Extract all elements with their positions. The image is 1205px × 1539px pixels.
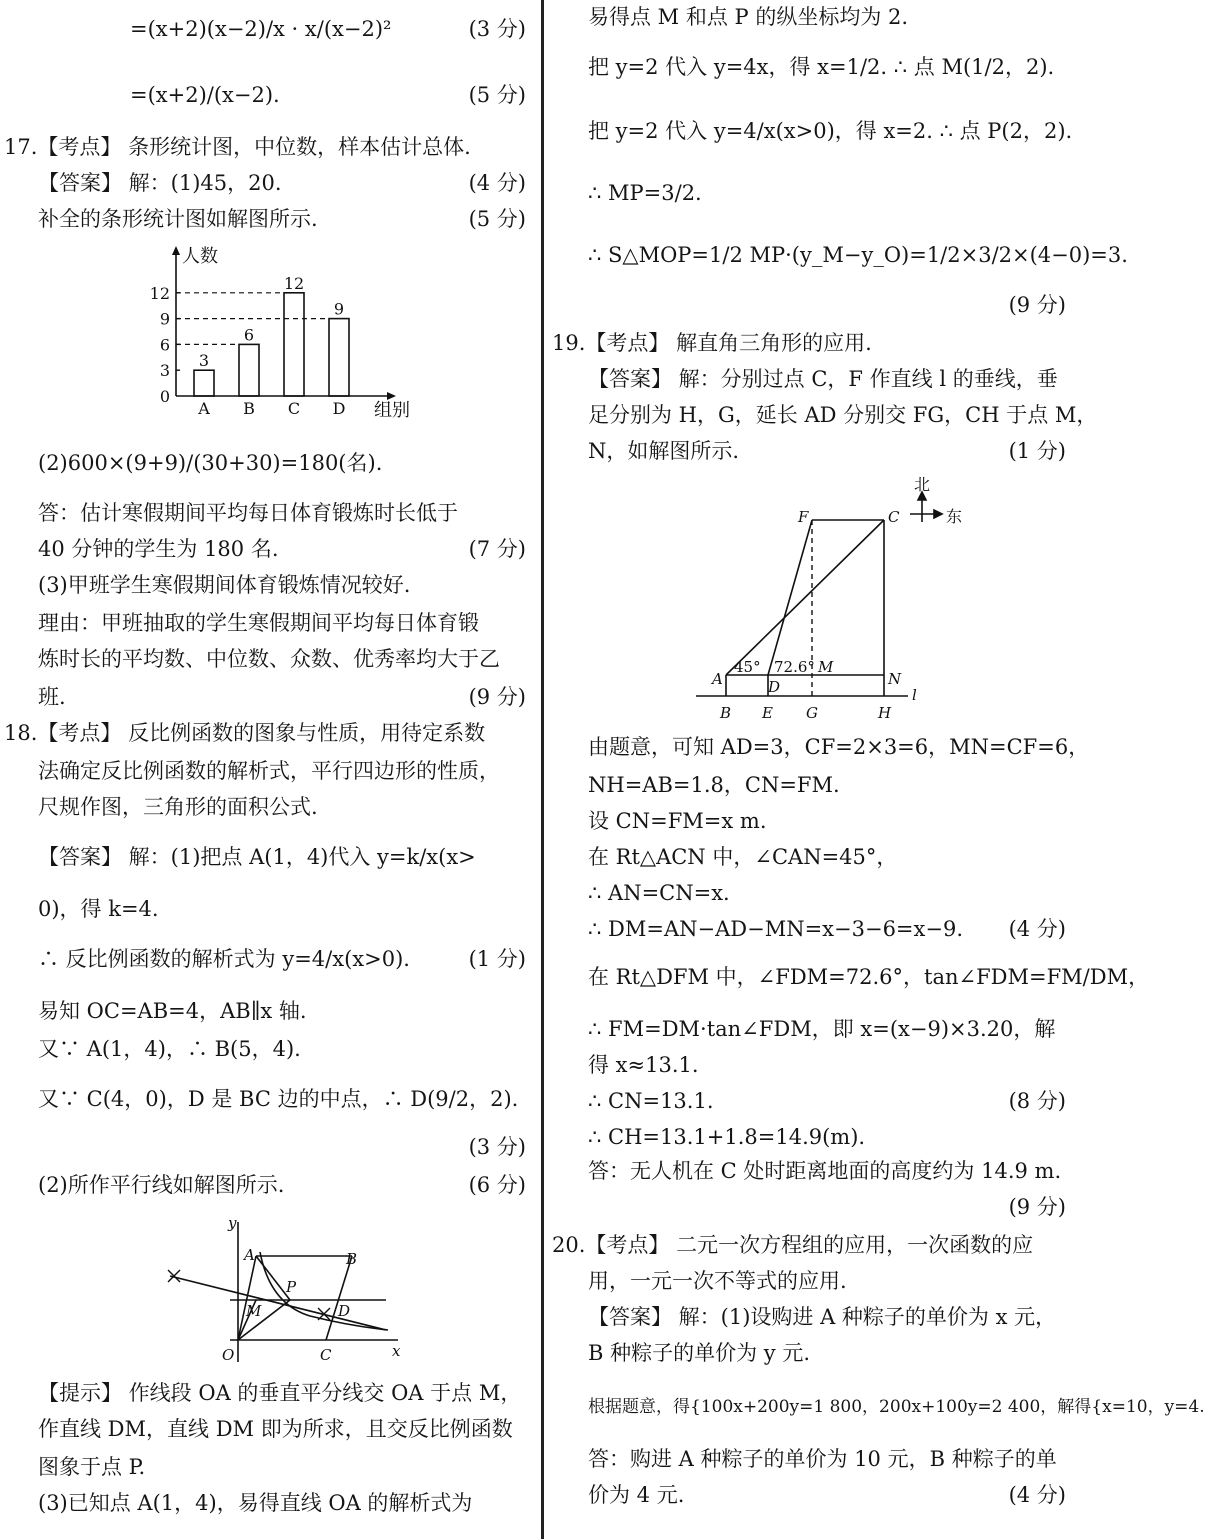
- text-line: [0, 1488, 540, 1518]
- label-O: O: [222, 1346, 235, 1364]
- y-tick-label: 3: [159, 361, 170, 381]
- label-N: N: [888, 670, 902, 688]
- line-text: N，如解图所示.: [588, 439, 740, 463]
- text-line: [548, 1014, 1080, 1044]
- text-line: [548, 962, 1150, 992]
- text-line: [0, 894, 540, 924]
- line-text: 又∵ A(1，4)，∴ B(5，4).: [38, 1037, 301, 1061]
- y-axis-label: 人数: [182, 246, 218, 267]
- text-line: [0, 792, 540, 822]
- bar-value-label: 9: [333, 299, 345, 319]
- column-divider: [541, 0, 544, 1539]
- score-label: (7 分): [468, 537, 526, 561]
- text-line: [548, 878, 1080, 908]
- text-line: [0, 944, 540, 974]
- text-line: [548, 842, 1080, 872]
- text-line: [0, 842, 540, 872]
- bar-D: [329, 319, 349, 396]
- label-M: M: [246, 1302, 262, 1320]
- text-line: [0, 1034, 540, 1064]
- line-text: 在 Rt△DFM 中，∠FDM=72.6°，tan∠FDM=FM/DM，: [588, 965, 1150, 989]
- line-text: ∴ AN=CN=x.: [588, 881, 730, 905]
- line-text: 设 CN=FM=x m.: [588, 809, 767, 833]
- line-text: 炼时长的平均数、中位数、众数、优秀率均大于乙: [38, 647, 500, 671]
- line-text: 理由：甲班抽取的学生寒假期间平均每日体育锻: [38, 611, 479, 635]
- category-label: A: [198, 399, 210, 418]
- line-text: 答：购进 A 种粽子的单价为 10 元，B 种粽子的单: [588, 1447, 1057, 1471]
- line-text: 根据题意，得{100x+200y=1 800，200x+100y=2 400，解得{x=10，y=4.: [588, 1397, 1205, 1417]
- text-line: [548, 914, 1080, 944]
- label-A: A: [244, 1246, 255, 1264]
- label-G: G: [806, 704, 818, 722]
- text-line: [548, 1086, 1080, 1116]
- bar-A: [194, 370, 214, 396]
- x-axis-label: 组别: [374, 400, 410, 421]
- line-text: (2)所作平行线如解图所示.: [38, 1173, 285, 1197]
- line-text: 由题意，可知 AD=3，CF=2×3=6，MN=CF=6，: [588, 735, 1090, 759]
- text-line: [548, 1338, 1080, 1368]
- line-text: 法确定反比例函数的解析式，平行四边形的性质，: [38, 759, 500, 783]
- text-line: [548, 400, 1098, 430]
- text-line: [0, 132, 540, 162]
- label-D: D: [338, 1302, 351, 1320]
- line-text: =(x+2)(x−2)/x · x/(x−2)²: [130, 17, 392, 41]
- text-line: [548, 1192, 1080, 1222]
- line-text: ∴ FM=DM·tan∠FDM，即 x=(x−9)×3.20，解: [588, 1017, 1056, 1041]
- bar-chart: [140, 240, 440, 430]
- text-line: [0, 1414, 540, 1444]
- line-text: 图象于点 P.: [38, 1455, 146, 1479]
- bar-value-label: 6: [243, 325, 255, 345]
- line-text: 把 y=2 代入 y=4x，得 x=1/2. ∴ 点 M(1/2，2).: [588, 55, 1055, 79]
- line-text: =(x+2)/(x−2).: [130, 83, 280, 107]
- line-text: 尺规作图，三角形的面积公式.: [38, 795, 318, 819]
- y-tick-label: 0: [159, 387, 170, 406]
- line-text: 又∵ C(4，0)，D 是 BC 边的中点，∴ D(9/2，2).: [38, 1087, 519, 1111]
- text-line: [548, 240, 1128, 270]
- text-line: [0, 1132, 540, 1162]
- text-line: [548, 436, 1080, 466]
- text-line: [548, 116, 1080, 146]
- text-line: [0, 1452, 540, 1482]
- line-text: B 种粽子的单价为 y 元.: [588, 1341, 810, 1365]
- text-line: [548, 1050, 1080, 1080]
- text-line: [0, 1378, 540, 1408]
- text-line: [0, 448, 540, 478]
- label-north: 北: [914, 475, 931, 494]
- line-text: 得 x≈13.1.: [588, 1053, 699, 1077]
- score-label: (8 分): [1008, 1089, 1066, 1113]
- label-y: y: [228, 1214, 237, 1232]
- line-text: 足分别为 H，G，延长 AD 分别交 FG，CH 于点 M，: [588, 403, 1098, 427]
- line-text: 19.【考点】 解直角三角形的应用.: [552, 331, 872, 355]
- y-axis-arrow: [172, 246, 180, 255]
- text-line: [548, 1444, 1080, 1474]
- line-text: NH=AB=1.8，CN=FM.: [588, 773, 840, 797]
- score-label: (6 分): [468, 1173, 526, 1197]
- line-text: 0)，得 k=4.: [38, 897, 159, 921]
- coordinate-figure: [160, 1212, 410, 1367]
- line-text: 【答案】 解：分别过点 C，F 作直线 l 的垂线，垂: [588, 367, 1058, 391]
- bar-chart-group: [150, 246, 410, 421]
- line-text: 【答案】 解：(1)设购进 A 种粽子的单价为 x 元，: [588, 1305, 1057, 1329]
- score-label: (1 分): [1008, 439, 1066, 463]
- text-line: [548, 290, 1080, 320]
- bar-C: [284, 293, 304, 396]
- text-line: [0, 996, 540, 1026]
- line-text: 【提示】 作线段 OA 的垂直平分线交 OA 于点 M，: [38, 1381, 522, 1405]
- label-H: H: [878, 704, 892, 722]
- right-column: [548, 0, 1205, 1539]
- score-label: (9 分): [1008, 1195, 1066, 1219]
- compass-icon: [910, 492, 942, 522]
- category-label: C: [287, 399, 301, 418]
- score-label: (9 分): [468, 685, 526, 709]
- text-line: [548, 770, 1080, 800]
- text-line: [0, 204, 540, 234]
- text-line: [0, 14, 540, 44]
- line-text: ∴ MP=3/2.: [588, 181, 702, 205]
- label-C: C: [888, 508, 900, 526]
- inverse-curve: [260, 1252, 388, 1330]
- y-tick-label: 6: [159, 335, 170, 355]
- geometry-figure: [684, 474, 984, 724]
- score-label: (4 分): [468, 171, 526, 195]
- text-line: [0, 80, 540, 110]
- line-text: ∴ S△MOP=1/2 MP·(y_M−y_O)=1/2×3/2×(4−0)=3.: [588, 243, 1128, 267]
- text-line: [548, 364, 1080, 394]
- angle-label-72: 72.6°: [774, 658, 815, 676]
- line-text: 易知 OC=AB=4，AB∥x 轴.: [38, 999, 307, 1023]
- text-line: [548, 1230, 1080, 1260]
- line-text: 班.: [38, 685, 66, 709]
- text-line: [548, 1480, 1080, 1510]
- label-E: E: [762, 704, 773, 722]
- text-line: [0, 498, 540, 528]
- score-label: (9 分): [1008, 293, 1066, 317]
- text-line: [0, 718, 540, 748]
- text-line: [0, 534, 540, 564]
- angle-label-45: 45°: [734, 658, 761, 676]
- segment-ap: [256, 1256, 290, 1300]
- text-line: [0, 570, 540, 600]
- text-line: [0, 682, 540, 712]
- text-line: [0, 1084, 540, 1114]
- line-text: 在 Rt△ACN 中，∠CAN=45°，: [588, 845, 898, 869]
- score-label: (4 分): [1008, 917, 1066, 941]
- segment-bc: [326, 1256, 352, 1340]
- line-text: (3)已知点 A(1，4)，易得直线 OA 的解析式为: [38, 1491, 473, 1515]
- line-text: 17.【考点】 条形统计图，中位数，样本估计总体.: [4, 135, 471, 159]
- text-line: [548, 2, 1080, 32]
- text-line: [0, 1170, 540, 1200]
- label-P: P: [286, 1278, 297, 1296]
- line-text: ∴ CN=13.1.: [588, 1089, 714, 1113]
- score-label: (5 分): [468, 207, 526, 231]
- label-B: B: [720, 704, 732, 722]
- score-label: (3 分): [468, 17, 526, 41]
- line-text: 用，一元一次不等式的应用.: [588, 1269, 847, 1293]
- line-text: (3)甲班学生寒假期间体育锻炼情况较好.: [38, 573, 411, 597]
- line-text: ∴ 反比例函数的解析式为 y=4/x(x>0).: [38, 947, 410, 971]
- bar-value-label: 12: [283, 273, 305, 293]
- label-east: 东: [946, 507, 963, 526]
- text-line: [548, 178, 1080, 208]
- label-l: l: [912, 686, 917, 704]
- label-C: C: [320, 1346, 332, 1364]
- line-text: 易得点 M 和点 P 的纵坐标均为 2.: [588, 5, 909, 29]
- score-label: (4 分): [1008, 1483, 1066, 1507]
- text-line: [0, 756, 540, 786]
- score-label: (3 分): [468, 1135, 526, 1159]
- left-column: [0, 0, 540, 1539]
- line-text: ∴ DM=AN−AD−MN=x−3−6=x−9.: [588, 917, 964, 941]
- label-B: B: [346, 1250, 358, 1268]
- label-x: x: [392, 1342, 401, 1360]
- y-tick-label: 12: [149, 283, 170, 303]
- text-line: [548, 1302, 1080, 1332]
- line-text: 补全的条形统计图如解图所示.: [38, 207, 318, 231]
- y-tick-label: 9: [159, 309, 170, 329]
- label-F: F: [798, 508, 809, 526]
- text-line: [548, 1156, 1080, 1186]
- category-label: B: [243, 399, 255, 418]
- line-text: 40 分钟的学生为 180 名.: [38, 537, 279, 561]
- text-line: [548, 1392, 1205, 1422]
- text-line: [0, 608, 540, 638]
- line-text: 把 y=2 代入 y=4/x(x>0)，得 x=2. ∴ 点 P(2，2).: [588, 119, 1073, 143]
- line-text: (2)600×(9+9)/(30+30)=180(名).: [38, 451, 383, 475]
- text-line: [548, 1266, 1080, 1296]
- text-line: [548, 1122, 1080, 1152]
- text-line: [548, 52, 1080, 82]
- line-text: ∴ CH=13.1+1.8=14.9(m).: [588, 1125, 866, 1149]
- text-line: [0, 644, 540, 674]
- text-line: [548, 328, 1080, 358]
- x-axis-arrow: [387, 392, 396, 400]
- line-text: 答：估计寒假期间平均每日体育锻炼时长低于: [38, 501, 458, 525]
- text-line: [548, 806, 1080, 836]
- score-label: (5 分): [468, 83, 526, 107]
- line-text: 作直线 DM，直线 DM 即为所求，且交反比例函数: [38, 1417, 513, 1441]
- label-M: M: [818, 658, 834, 676]
- label-D: D: [768, 678, 781, 696]
- line-text: 【答案】 解：(1)把点 A(1，4)代入 y=k/x(x>: [38, 845, 476, 869]
- line-text: 【答案】 解：(1)45，20.: [38, 171, 282, 195]
- line-text: 20.【考点】 二元一次方程组的应用，一次函数的应: [552, 1233, 1034, 1257]
- text-line: [548, 732, 1090, 762]
- line-text: 18.【考点】 反比例函数的图象与性质，用待定系数: [4, 721, 486, 745]
- score-label: (1 分): [468, 947, 526, 971]
- text-line: [0, 168, 540, 198]
- bar-B: [239, 344, 259, 396]
- label-A: A: [712, 670, 723, 688]
- line-text: 答：无人机在 C 处时距离地面的高度约为 14.9 m.: [588, 1159, 1062, 1183]
- line-text: 价为 4 元.: [588, 1483, 685, 1507]
- category-label: D: [332, 399, 346, 418]
- bar-value-label: 3: [198, 351, 210, 371]
